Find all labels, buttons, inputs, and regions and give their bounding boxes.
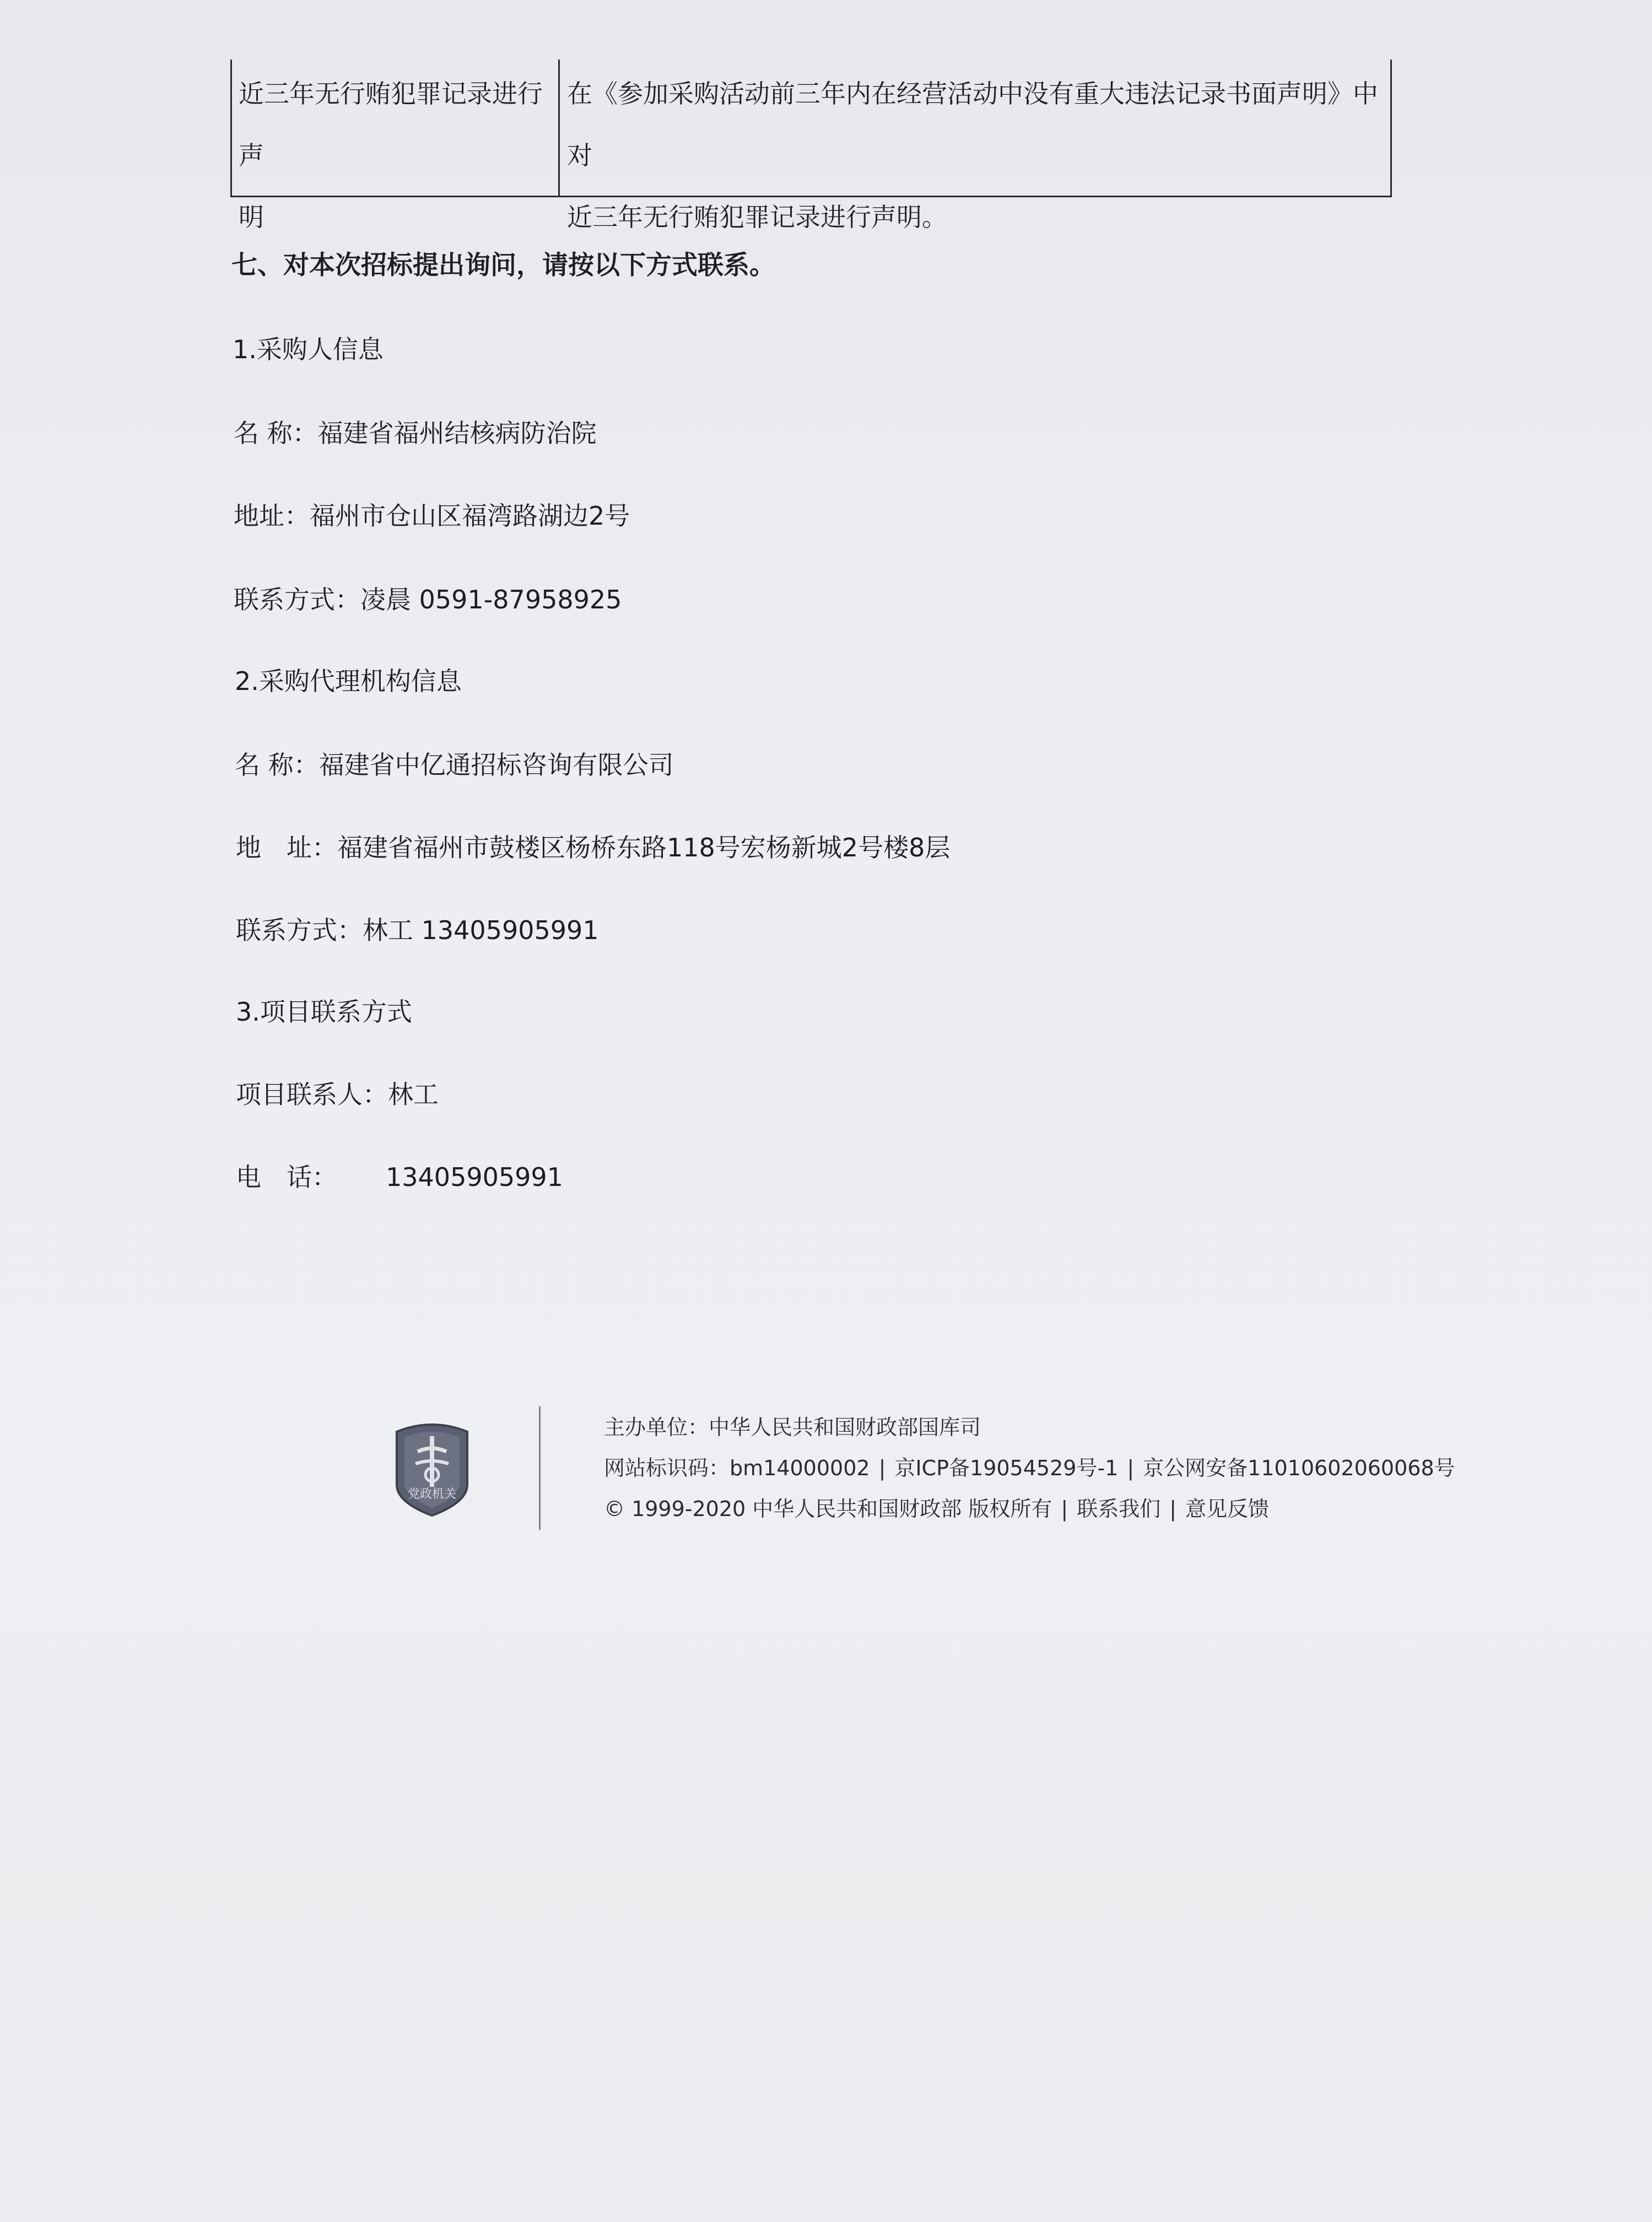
section-heading: 七、对本次招标提出询问，请按以下方式联系。 (231, 250, 775, 281)
footer-divider: | (1169, 1497, 1177, 1521)
agency-title: 2.采购代理机构信息 (235, 666, 462, 696)
declaration-table-fragment (230, 60, 1392, 232)
feedback-link[interactable]: 意见反馈 (1185, 1497, 1270, 1521)
footer-sponsor: 主办单位：中华人民共和国财政部国库司 (604, 1415, 981, 1439)
party-government-logo (391, 1420, 473, 1517)
project-person: 项目联系人：林工 (236, 1080, 439, 1109)
purchaser-name: 名 称：福建省福州结核病防治院 (234, 418, 597, 448)
agency-contact: 联系方式：林工 13405905991 (236, 915, 599, 945)
table-left-cell: 近三年无行贿犯罪记录进行声 明 (239, 79, 543, 232)
table-column-divider (558, 60, 560, 196)
contact-us-link[interactable]: 联系我们 (1077, 1497, 1161, 1521)
purchaser-title: 1.采购人信息 (233, 335, 384, 364)
footer-divider: | (1061, 1497, 1068, 1521)
site-id: 网站标识码：bm14000002 (604, 1456, 870, 1480)
table-right-cell: 在《参加采购活动前三年内在经营活动中没有重大违法记录书面声明》中对 近三年无行贿犯罪记录进行声明。 (567, 79, 1378, 232)
project-phone-row (236, 1161, 563, 1194)
emblem-icon (391, 1420, 473, 1517)
logo-text: 党政机关 (407, 1487, 457, 1501)
icp-link[interactable]: 京ICP备19054529号-1 (894, 1456, 1119, 1480)
project-title: 3.项目联系方式 (236, 997, 412, 1027)
agency-name: 名 称：福建省中亿通招标咨询有限公司 (235, 750, 674, 780)
footer-divider: | (1127, 1456, 1135, 1480)
purchaser-contact: 联系方式：凌晨 0591-87958925 (234, 585, 622, 614)
footer-copyright-row (604, 1495, 1269, 1523)
purchaser-address: 地址：福州市仓山区福湾路湖边2号 (234, 501, 630, 531)
footer-divider: | (878, 1456, 886, 1480)
agency-address: 地 址：福建省福州市鼓楼区杨桥东路118号宏杨新城2号楼8层 (236, 833, 951, 862)
phone-label: 电 话： (236, 1162, 337, 1192)
phone-value: 13405905991 (386, 1162, 563, 1192)
footer-registration (604, 1454, 1455, 1482)
copyright: © 1999-2020 中华人民共和国财政部 版权所有 (604, 1497, 1052, 1521)
police-record-link[interactable]: 京公网安备11010602060068号 (1143, 1456, 1455, 1480)
footer-separator (539, 1406, 541, 1530)
